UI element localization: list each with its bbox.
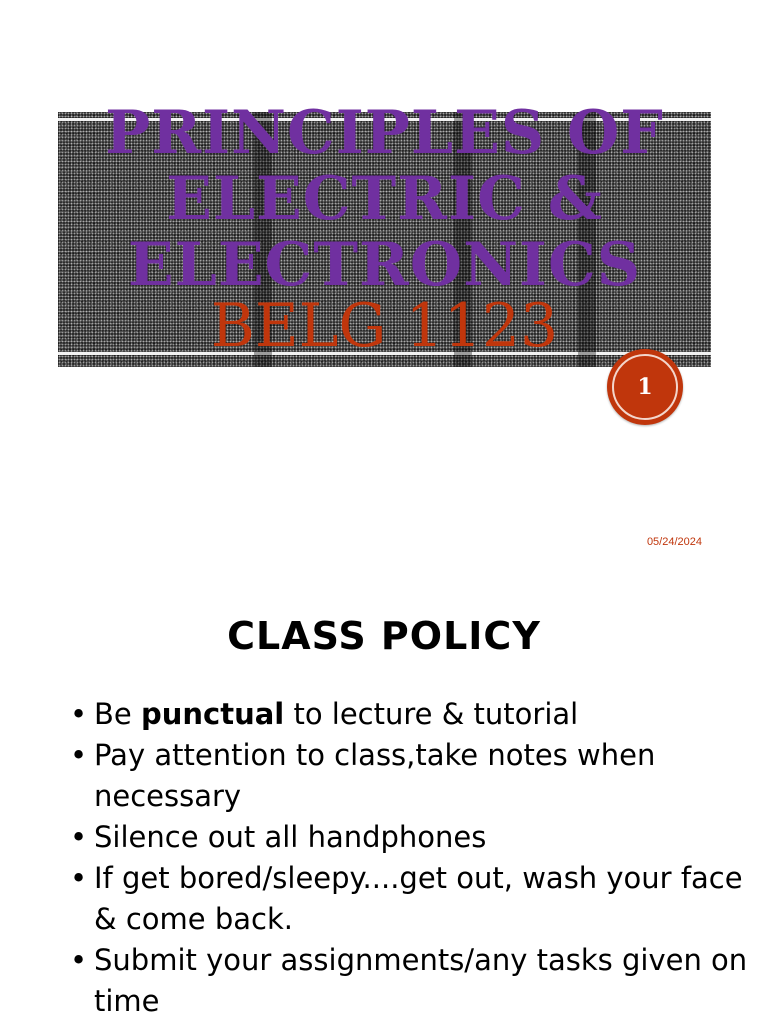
bullet-text: to lecture & tutorial — [284, 697, 579, 731]
bullet-text: Pay attention to class,take notes when necessary — [94, 738, 656, 813]
slide-number-badge — [607, 349, 683, 425]
list-item — [70, 858, 750, 940]
list-item — [70, 735, 750, 817]
policy-title: CLASS POLICY — [227, 614, 541, 658]
policy-list — [70, 694, 750, 1022]
bullet-emphasis: punctual — [140, 697, 285, 731]
class-policy-slide — [0, 590, 768, 1024]
list-item — [70, 940, 750, 1022]
slide-number: 1 — [637, 374, 653, 400]
bullet-text: Silence out all handphones — [94, 820, 487, 854]
slide-date: 05/24/2024 — [646, 536, 702, 548]
slide-title: PRINCIPLES OF ELECTRIC & ELECTRONICS — [105, 98, 664, 300]
bullet-icon: • — [70, 820, 88, 854]
bullet-icon: • — [70, 943, 88, 977]
bullet-icon: • — [70, 697, 88, 731]
list-item — [70, 694, 750, 735]
bullet-text: Submit your assignments/any tasks given on time — [94, 943, 748, 1018]
course-code: BELG 1123 — [210, 291, 559, 361]
bullet-icon: • — [70, 861, 88, 895]
list-item — [70, 817, 750, 858]
bullet-text: Be — [94, 697, 141, 731]
bullet-icon: • — [70, 738, 88, 772]
bullet-text: If get bored/sleepy....get out, wash your face & come back. — [94, 861, 743, 936]
